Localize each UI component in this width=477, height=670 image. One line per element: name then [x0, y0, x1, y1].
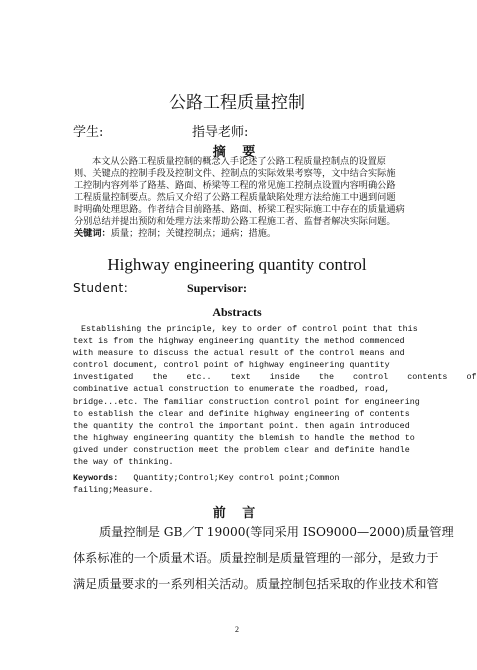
abstract-cn-line: 工程质量控制要点。然后又介绍了公路工程质量缺陷处理方法给施工中遇到问题	[74, 192, 396, 203]
abstract-en-line: combinative actual construction to enumerate the roadbed, road,	[73, 384, 390, 395]
keywords-en-line: failing;Measure.	[73, 485, 154, 496]
abstract-en-line: to establish the clear and definite highway engineering of contents	[73, 408, 410, 419]
abstract-cn	[74, 156, 410, 240]
advisor-label-cn: 指导老师:	[192, 125, 249, 140]
abstract-en-line: the way of thinking.	[73, 457, 174, 468]
keywords-en-text: Quantity;Control;Key control point;Common	[133, 473, 340, 483]
abstract-en	[73, 323, 477, 468]
foreword-body	[73, 519, 454, 597]
foreword-line: 满足质量要求的一系列相关活动。质量控制包括采取的作业技术和管	[73, 577, 439, 591]
abstract-cn-line: 分别总结并提出预防和处理方法来帮助公路工程施工者、监督者解决实际问题。	[74, 216, 396, 227]
abstract-en-line: Establishing the principle, key to order of control point that this	[81, 324, 418, 334]
foreword-line: 体系标准的一个质量术语。质量控制是质量管理的一部分，是致力于	[73, 551, 439, 565]
abstract-cn-line: 则、关键点的控制手段及控制文件、控制点的实际效果考察等，文中结合实际施	[74, 168, 396, 179]
abstract-en-line: investigated the etc.. text inside the control contents of	[73, 372, 477, 383]
abstract-cn-line: 时明确处理思路。作者结合目前路基、路面、桥梁工程实际施工中存在的质量通病	[74, 204, 405, 215]
abstract-en-line: gived under construction meet the problem clear and definite handle	[73, 444, 410, 455]
abstract-en-line: the quantity the control the important point. then again introduced	[73, 420, 410, 431]
advisor-label-en: Supervisor:	[187, 281, 247, 295]
keywords-cn	[74, 228, 410, 240]
abstract-heading-cn: 摘 要	[212, 145, 262, 160]
abstract-en-line: text is from the highway engineering quantity the method commenced	[73, 336, 405, 347]
keywords-cn-label: 关键词：	[74, 228, 111, 239]
student-label-en: Student:	[73, 281, 129, 295]
abstract-cn-line: 本文从公路工程质量控制的概念入手论述了公路工程质量控制点的设置原	[92, 156, 386, 167]
keywords-en-line	[73, 472, 403, 484]
student-label-cn: 学生:	[73, 125, 104, 140]
english-title: Highway engineering quantity control	[107, 255, 367, 274]
keywords-en	[73, 472, 403, 496]
abstract-en-line: the highway engineering quantity the blemish to handle the method to	[73, 432, 415, 443]
keywords-cn-text: 质量；控制；关键控制点；通病；措施。	[110, 228, 277, 239]
abstract-en-line: bridge...etc. The familiar construction control point for engineering	[73, 396, 420, 407]
abstract-en-line: control document, control point of highway engineering quantity	[73, 360, 390, 371]
foreword-line: 质量控制是 GB／T 19000(等同采用 ISO9000—2000)质量管理	[99, 525, 454, 539]
page-number: 2	[235, 625, 239, 634]
abstract-en-line: with measure to discuss the actual result of the control means and	[73, 348, 405, 359]
abstract-heading-en: Abstracts	[212, 305, 262, 319]
chinese-title: 公路工程质量控制	[169, 93, 305, 113]
foreword-heading: 前 言	[212, 506, 262, 521]
abstract-cn-line: 工控制内容列举了路基、路面、桥梁等工程的常见施工控制点设置内容明确公路	[74, 180, 396, 191]
keywords-en-label: Keywords:	[73, 473, 119, 483]
